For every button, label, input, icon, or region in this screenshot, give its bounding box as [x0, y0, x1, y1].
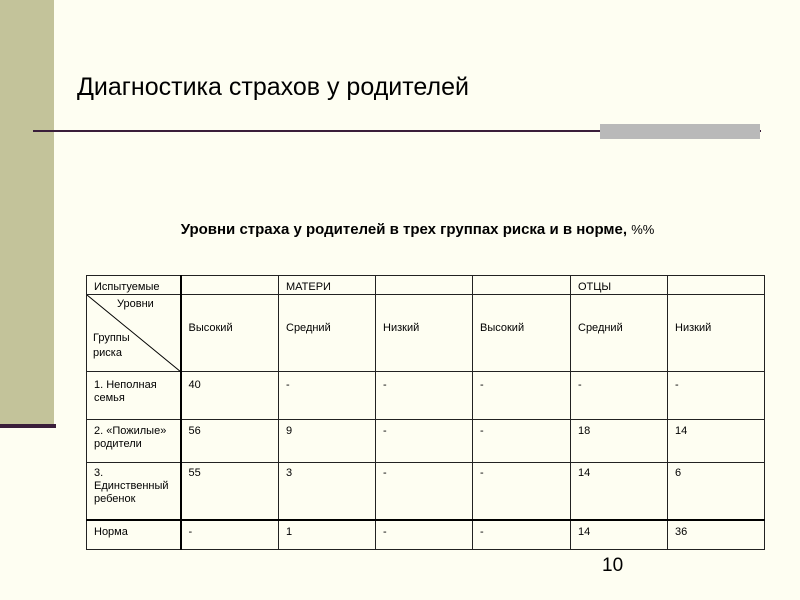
table-cell: -	[376, 372, 473, 420]
slide-title: Диагностика страхов у родителей	[77, 73, 469, 101]
header-empty	[668, 276, 765, 295]
table-cell: 14	[668, 420, 765, 463]
level-header: Низкий	[376, 295, 473, 372]
corner-diagonal-cell	[87, 295, 181, 372]
table-cell: -	[473, 463, 571, 520]
table-row	[87, 463, 765, 520]
corner-levels-label: Уровни	[117, 298, 154, 310]
table-cell: 18	[571, 420, 668, 463]
fear-levels-table	[86, 275, 765, 550]
table-header-row	[87, 276, 765, 295]
group-header-mothers: МАТЕРИ	[279, 276, 376, 295]
level-header: Средний	[571, 295, 668, 372]
level-header: Средний	[279, 295, 376, 372]
header-empty	[181, 276, 279, 295]
corner-groups-label-2: риска	[93, 347, 122, 359]
table-cell: 6	[668, 463, 765, 520]
table-cell: -	[376, 520, 473, 550]
group-header-fathers: ОТЦЫ	[571, 276, 668, 295]
table-cell: -	[571, 372, 668, 420]
table-cell: -	[668, 372, 765, 420]
left-accent-bar	[0, 0, 54, 424]
table-row	[87, 420, 765, 463]
left-accent-underline	[0, 424, 56, 428]
table-caption	[0, 221, 800, 238]
table-cell: 14	[571, 463, 668, 520]
corner-top-label: Испытуемые	[87, 276, 181, 295]
table-cell: -	[181, 520, 279, 550]
row-label: 3. Единственный ребенок	[87, 463, 181, 520]
table-caption-text: Уровни страха у родителей в трех группах риска и в норме,	[180, 221, 628, 238]
header-empty	[376, 276, 473, 295]
level-header: Высокий	[473, 295, 571, 372]
table-levels-row	[87, 295, 765, 372]
level-header: Высокий	[181, 295, 279, 372]
table-cell: 56	[181, 420, 279, 463]
table-cell: 3	[279, 463, 376, 520]
table-caption-unit: %%	[631, 222, 655, 237]
header-empty	[473, 276, 571, 295]
table-cell: -	[376, 420, 473, 463]
table-cell: 36	[668, 520, 765, 550]
table-row	[87, 372, 765, 420]
corner-groups-label: Группы	[93, 332, 130, 344]
table-cell: 55	[181, 463, 279, 520]
table-cell: -	[473, 520, 571, 550]
row-label: Норма	[87, 520, 181, 550]
title-accent-block	[600, 124, 760, 139]
table-cell: 14	[571, 520, 668, 550]
table-cell: -	[473, 420, 571, 463]
row-label: 2. «Пожилые» родители	[87, 420, 181, 463]
table-cell: 9	[279, 420, 376, 463]
table-cell: -	[473, 372, 571, 420]
table-cell: 1	[279, 520, 376, 550]
page-number: 10	[602, 555, 624, 576]
row-label: 1. Неполная семья	[87, 372, 181, 420]
table-row-norm	[87, 520, 765, 550]
table-cell: -	[376, 463, 473, 520]
level-header: Низкий	[668, 295, 765, 372]
table-cell: -	[279, 372, 376, 420]
table-cell: 40	[181, 372, 279, 420]
